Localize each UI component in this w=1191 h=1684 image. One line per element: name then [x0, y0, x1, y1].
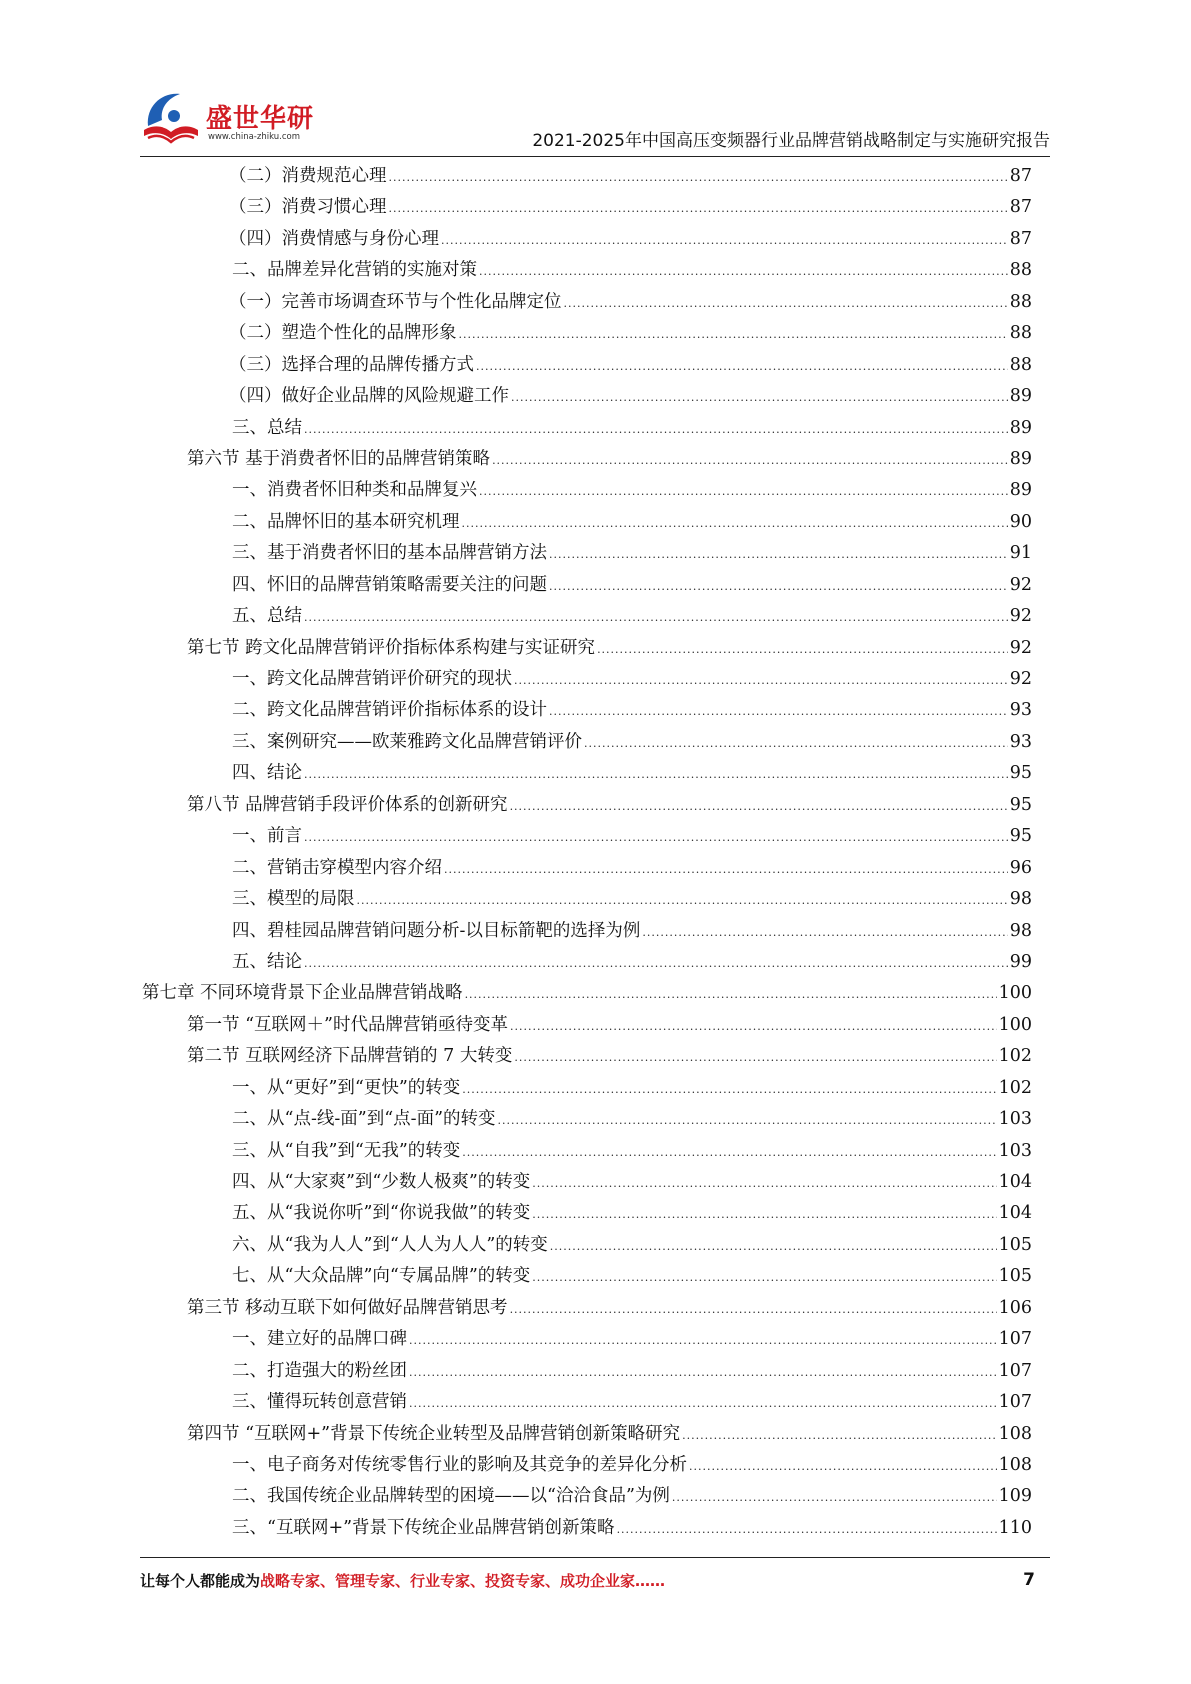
toc-entry-page: 88 [1009, 354, 1032, 375]
toc-entry-page: 108 [998, 1454, 1032, 1475]
toc-entry-title: 二、品牌怀旧的基本研究机理 [232, 511, 460, 532]
toc-dot-leader [389, 162, 1008, 193]
toc-entry-page: 104 [998, 1203, 1032, 1224]
toc-entry-title: 第一节 “互联网＋”时代品牌营销亟待变革 [187, 1014, 508, 1035]
toc-entry-page: 102 [998, 1077, 1032, 1098]
toc-dot-leader [511, 382, 1008, 413]
toc-dot-leader [549, 571, 1008, 602]
toc-entry[interactable] [142, 916, 1032, 947]
toc-entry-title: （三）消费习惯心理 [229, 197, 387, 218]
toc-entry-page: 87 [1009, 197, 1032, 218]
toc-entry[interactable] [142, 1450, 1032, 1481]
toc-entry-title: 三、懂得玩转创意营销 [232, 1392, 407, 1413]
toc-entry-page: 108 [998, 1423, 1032, 1444]
toc-entry-title: 五、总结 [232, 606, 302, 627]
toc-dot-leader [514, 665, 1008, 696]
toc-entry[interactable] [142, 1010, 1032, 1041]
toc-dot-leader [304, 822, 1008, 853]
toc-dot-leader [304, 948, 1008, 979]
page-header [140, 78, 1050, 154]
toc-entry-page: 87 [1009, 166, 1032, 186]
toc-entry[interactable] [142, 1481, 1032, 1512]
toc-entry[interactable] [142, 1073, 1032, 1104]
toc-entry-page: 93 [1009, 731, 1032, 752]
toc-dot-leader [409, 1357, 997, 1388]
toc-entry-page: 105 [998, 1234, 1032, 1255]
toc-dot-leader [510, 1294, 997, 1325]
footer-divider [140, 1557, 1050, 1558]
toc-dot-leader [479, 256, 1008, 287]
toc-entry[interactable] [142, 727, 1032, 758]
toc-entry-title: （四）消费情感与身份心理 [229, 228, 439, 249]
toc-entry-page: 95 [1009, 763, 1032, 784]
toc-entry-title: 三、“互联网+”背景下传统企业品牌营销创新策略 [232, 1517, 615, 1538]
toc-entry-page: 89 [1009, 480, 1032, 501]
toc-dot-leader [672, 1482, 997, 1513]
toc-entry-page: 110 [998, 1517, 1032, 1538]
toc-dot-leader [459, 319, 1008, 350]
toc-entry-title: 七、从“大众品牌”向“专属品牌”的转变 [232, 1266, 531, 1287]
toc-entry[interactable] [142, 758, 1032, 789]
toc-entry-page: 92 [1009, 574, 1032, 595]
toc-entry-title: 一、消费者怀旧种类和品牌复兴 [232, 480, 477, 501]
toc-dot-leader [444, 854, 1008, 885]
book-swirl-logo-icon [140, 86, 202, 148]
footer-slogan-highlight: 战略专家、管理专家、行业专家、投资专家、成功企业家…… [260, 1572, 666, 1590]
toc-entry-page: 90 [1009, 511, 1032, 532]
toc-dot-leader [689, 1451, 997, 1482]
toc-dot-leader [498, 1105, 997, 1136]
toc-entry-page: 100 [998, 1014, 1032, 1035]
toc-entry-page: 104 [998, 1172, 1032, 1192]
toc-dot-leader [389, 193, 1008, 224]
header-divider [140, 156, 1050, 157]
toc-dot-leader [476, 351, 1008, 382]
toc-entry-title: 二、营销击穿模型内容介绍 [232, 857, 442, 878]
toc-entry-title: （二）塑造个性化的品牌形象 [229, 323, 457, 344]
toc-dot-leader [462, 1137, 996, 1168]
toc-entry[interactable] [142, 1041, 1032, 1072]
toc-entry-page: 98 [1009, 889, 1032, 910]
toc-entry-title: （一）完善市场调查环节与个性化品牌定位 [229, 291, 562, 312]
toc-entry-title: 五、从“我说你听”到“你说我做”的转变 [232, 1203, 531, 1224]
toc-dot-leader [492, 445, 1008, 476]
toc-dot-leader [510, 1011, 997, 1042]
toc-entry[interactable] [142, 413, 1032, 444]
toc-entry[interactable] [142, 350, 1032, 381]
toc-dot-leader [462, 1074, 996, 1105]
toc-entry-title: 五、结论 [232, 951, 302, 972]
toc-entry[interactable] [142, 790, 1032, 821]
toc-entry-page: 87 [1009, 228, 1032, 249]
toc-dot-leader [462, 508, 1008, 539]
toc-entry-page: 88 [1009, 260, 1032, 281]
toc-entry[interactable] [142, 695, 1032, 726]
toc-entry[interactable] [142, 978, 1032, 1009]
toc-entry[interactable] [142, 1261, 1032, 1292]
toc-entry-title: 第三节 移动互联下如何做好品牌营销思考 [187, 1297, 508, 1318]
toc-entry-title: 二、跨文化品牌营销评价指标体系的设计 [232, 700, 547, 721]
toc-entry-page: 89 [1009, 417, 1032, 438]
toc-entry[interactable] [142, 1513, 1032, 1544]
toc-dot-leader [441, 225, 1008, 256]
toc-entry[interactable] [142, 1419, 1032, 1450]
toc-entry-title: （四）做好企业品牌的风险规避工作 [229, 386, 509, 407]
toc-entry[interactable] [142, 601, 1032, 632]
toc-entry[interactable] [142, 1167, 1032, 1198]
toc-entry-title: （三）选择合理的品牌传播方式 [229, 354, 474, 375]
toc-entry-title: 三、基于消费者怀旧的基本品牌营销方法 [232, 543, 547, 564]
toc-entry[interactable] [142, 1104, 1032, 1135]
toc-entry[interactable] [142, 1136, 1032, 1167]
toc-dot-leader [304, 602, 1008, 633]
toc-entry[interactable] [142, 1356, 1032, 1387]
toc-entry-title: 一、从“更好”到“更快”的转变 [232, 1077, 461, 1098]
toc-dot-leader [549, 539, 1008, 570]
toc-entry[interactable] [142, 538, 1032, 569]
toc-entry-page: 95 [1009, 826, 1032, 847]
toc-entry[interactable] [142, 853, 1032, 884]
toc-entry[interactable] [142, 507, 1032, 538]
toc-entry[interactable] [142, 255, 1032, 286]
toc-entry-title: 一、前言 [232, 826, 302, 847]
toc-dot-leader [532, 1199, 996, 1230]
toc-entry-page: 92 [1009, 637, 1032, 658]
page-footer [140, 1570, 1050, 1600]
toc-dot-leader [550, 1231, 997, 1262]
toc-entry-page: 96 [1009, 857, 1032, 878]
toc-entry-title: 四、碧桂园品牌营销问题分析-以目标箭靶的选择为例 [232, 920, 641, 941]
toc-entry-page: 107 [998, 1392, 1032, 1413]
toc-entry[interactable] [142, 224, 1032, 255]
toc-entry-page: 103 [998, 1109, 1032, 1130]
table-of-contents [142, 161, 1032, 1544]
toc-entry[interactable] [142, 664, 1032, 695]
toc-dot-leader [409, 1325, 997, 1356]
toc-entry-page: 92 [1009, 669, 1032, 689]
toc-entry[interactable] [142, 821, 1032, 852]
toc-entry-title: 第七章 不同环境背景下企业品牌营销战略 [142, 983, 463, 1004]
toc-dot-leader [510, 791, 1008, 822]
toc-entry-page: 92 [1009, 606, 1032, 627]
toc-entry-page: 88 [1009, 291, 1032, 312]
toc-entry[interactable] [142, 1293, 1032, 1324]
toc-entry[interactable] [142, 1387, 1032, 1418]
toc-dot-leader [357, 885, 1008, 916]
toc-entry-title: 一、电子商务对传统零售行业的影响及其竞争的差异化分析 [232, 1454, 687, 1475]
toc-entry-page: 107 [998, 1360, 1032, 1381]
report-title: 2021-2025年中国高压变频器行业品牌营销战略制定与实施研究报告 [532, 131, 1050, 151]
toc-entry-title: （二）消费规范心理 [229, 166, 387, 186]
toc-entry-page: 106 [998, 1297, 1032, 1318]
toc-entry-page: 89 [1009, 386, 1032, 407]
toc-entry[interactable] [142, 381, 1032, 412]
toc-dot-leader [532, 1168, 996, 1199]
toc-entry[interactable] [142, 192, 1032, 223]
toc-dot-leader [617, 1514, 997, 1545]
toc-entry-page: 102 [998, 1046, 1032, 1067]
toc-entry[interactable] [142, 287, 1032, 318]
toc-entry-page: 88 [1009, 323, 1032, 344]
logo-url: www.china-zhiku.com [208, 132, 300, 142]
toc-entry-title: 第二节 互联网经济下品牌营销的 7 大转变 [187, 1046, 513, 1067]
toc-entry-title: 第四节 “互联网+”背景下传统企业转型及品牌营销创新策略研究 [187, 1423, 681, 1444]
toc-entry-page: 89 [1009, 448, 1032, 469]
toc-entry-title: 三、模型的局限 [232, 889, 355, 910]
toc-entry[interactable] [142, 947, 1032, 978]
page-number: 7 [1023, 1570, 1035, 1590]
toc-dot-leader [564, 288, 1008, 319]
toc-entry-page: 95 [1009, 794, 1032, 815]
toc-entry-title: 二、我国传统企业品牌转型的困境——以“洽洽食品”为例 [232, 1486, 670, 1507]
toc-entry-page: 103 [998, 1140, 1032, 1161]
toc-entry-title: 一、建立好的品牌口碑 [232, 1329, 407, 1350]
toc-dot-leader [514, 1042, 996, 1073]
toc-entry-title: 第七节 跨文化品牌营销评价指标体系构建与实证研究 [187, 637, 596, 658]
company-logo [140, 86, 315, 148]
toc-dot-leader [409, 1388, 997, 1419]
footer-slogan-prefix: 让每个人都能成为 [140, 1572, 261, 1590]
toc-entry[interactable] [142, 1198, 1032, 1229]
logo-name: 盛世华研 [206, 104, 315, 134]
toc-dot-leader [549, 696, 1008, 727]
toc-dot-leader [584, 728, 1008, 759]
toc-entry[interactable] [142, 570, 1032, 601]
toc-entry-title: 四、怀旧的品牌营销策略需要关注的问题 [232, 574, 547, 595]
toc-dot-leader [465, 979, 997, 1010]
toc-dot-leader [304, 759, 1008, 790]
toc-entry-page: 100 [998, 983, 1032, 1004]
toc-entry-page: 105 [998, 1266, 1032, 1287]
toc-entry-title: 二、从“点-线-面”到“点-面”的转变 [232, 1109, 496, 1130]
toc-entry[interactable] [142, 444, 1032, 475]
toc-entry-page: 93 [1009, 700, 1032, 721]
toc-entry-page: 98 [1009, 920, 1032, 941]
toc-entry-page: 107 [998, 1329, 1032, 1350]
toc-entry[interactable] [142, 475, 1032, 506]
toc-dot-leader [642, 917, 1007, 948]
toc-entry-title: 第八节 品牌营销手段评价体系的创新研究 [187, 794, 508, 815]
toc-entry-title: 一、跨文化品牌营销评价研究的现状 [232, 669, 512, 689]
toc-entry-title: 二、打造强大的粉丝团 [232, 1360, 407, 1381]
toc-entry-title: 四、从“大家爽”到“少数人极爽”的转变 [232, 1172, 531, 1192]
toc-entry-page: 109 [998, 1486, 1032, 1507]
toc-dot-leader [597, 634, 1008, 665]
toc-entry-title: 四、结论 [232, 763, 302, 784]
toc-entry-page: 91 [1009, 543, 1032, 564]
toc-entry[interactable] [142, 884, 1032, 915]
toc-dot-leader [532, 1262, 996, 1293]
toc-dot-leader [304, 414, 1008, 445]
toc-entry[interactable] [142, 161, 1032, 192]
toc-entry[interactable] [142, 318, 1032, 349]
toc-entry[interactable] [142, 633, 1032, 664]
toc-entry-title: 二、品牌差异化营销的实施对策 [232, 260, 477, 281]
toc-entry-title: 三、总结 [232, 417, 302, 438]
toc-entry[interactable] [142, 1230, 1032, 1261]
toc-entry-page: 99 [1009, 951, 1032, 972]
toc-entry-title: 三、从“自我”到“无我”的转变 [232, 1140, 461, 1161]
toc-entry[interactable] [142, 1324, 1032, 1355]
toc-entry-title: 第六节 基于消费者怀旧的品牌营销策略 [187, 448, 491, 469]
toc-dot-leader [479, 476, 1008, 507]
toc-entry-title: 六、从“我为人人”到“人人为人人”的转变 [232, 1234, 548, 1255]
toc-entry-title: 三、案例研究——欧莱雅跨文化品牌营销评价 [232, 731, 582, 752]
toc-dot-leader [682, 1420, 996, 1451]
